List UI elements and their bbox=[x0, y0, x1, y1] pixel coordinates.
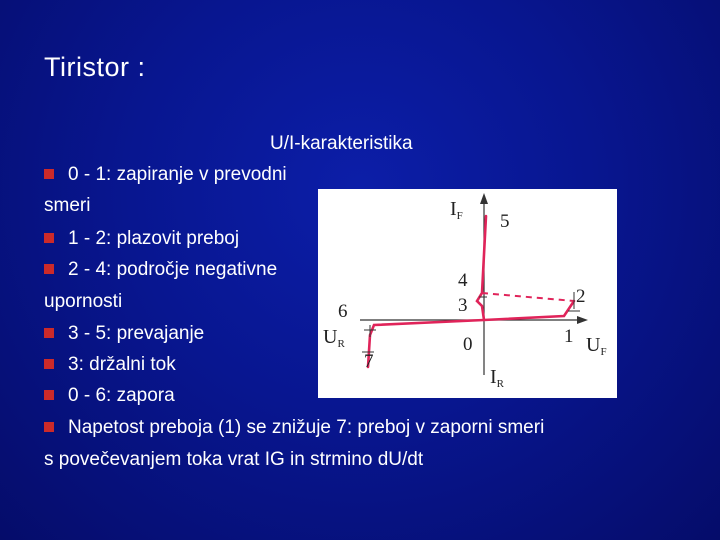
label-if: $I_F$ bbox=[450, 198, 463, 222]
slide-title: Tiristor : bbox=[44, 52, 146, 82]
list-item-text: 0 - 1: zapiranje v prevodni bbox=[68, 164, 287, 185]
label-ir: $I_R$ bbox=[490, 366, 505, 390]
bullet-icon bbox=[44, 422, 54, 432]
point-1: 1 bbox=[564, 326, 574, 347]
point-0: 0 bbox=[463, 334, 473, 355]
x-axis-arrow-icon bbox=[577, 316, 588, 324]
bullet-icon bbox=[44, 359, 54, 369]
list-item-continuation: s povečevanjem toka vrat IG in strmino dU/dt bbox=[44, 449, 424, 470]
list-item bbox=[44, 258, 277, 281]
y-axis-arrow-icon bbox=[480, 193, 488, 204]
bullet-icon bbox=[44, 264, 54, 274]
point-4: 4 bbox=[458, 270, 468, 291]
list-item bbox=[44, 227, 239, 250]
list-item-text: 2 - 4: področje negativne bbox=[68, 259, 278, 280]
list-item-continuation: smeri bbox=[44, 195, 91, 216]
list-item bbox=[44, 384, 175, 407]
point-2: 2 bbox=[576, 286, 586, 307]
label-ur: $U_R$ bbox=[323, 326, 345, 350]
label-uf: $U_F$ bbox=[586, 334, 607, 358]
list-item-text: 3: držalni tok bbox=[68, 354, 176, 375]
list-item bbox=[44, 416, 544, 439]
list-item bbox=[44, 322, 204, 345]
bullet-icon bbox=[44, 169, 54, 179]
list-item-text: Napetost preboja (1) se znižuje 7: preboj v zaporni smeri bbox=[68, 417, 545, 438]
list-item-text: 1 - 2: plazovit preboj bbox=[68, 228, 240, 249]
list-item-text: 3 - 5: prevajanje bbox=[68, 323, 205, 344]
bullet-icon bbox=[44, 233, 54, 243]
list-item-text: 0 - 6: zapora bbox=[68, 385, 175, 406]
point-5: 5 bbox=[500, 211, 510, 232]
bullet-icon bbox=[44, 328, 54, 338]
point-6: 6 bbox=[338, 301, 348, 322]
ui-characteristic-diagram bbox=[318, 189, 617, 398]
list-item-continuation: upornosti bbox=[44, 291, 123, 312]
list-item bbox=[44, 353, 176, 376]
list-item bbox=[44, 163, 287, 186]
heading: U/I-karakteristika bbox=[270, 133, 413, 154]
bullet-icon bbox=[44, 390, 54, 400]
negative-resistance-line bbox=[482, 293, 574, 301]
point-3: 3 bbox=[458, 295, 468, 316]
point-7: 7 bbox=[364, 351, 374, 372]
